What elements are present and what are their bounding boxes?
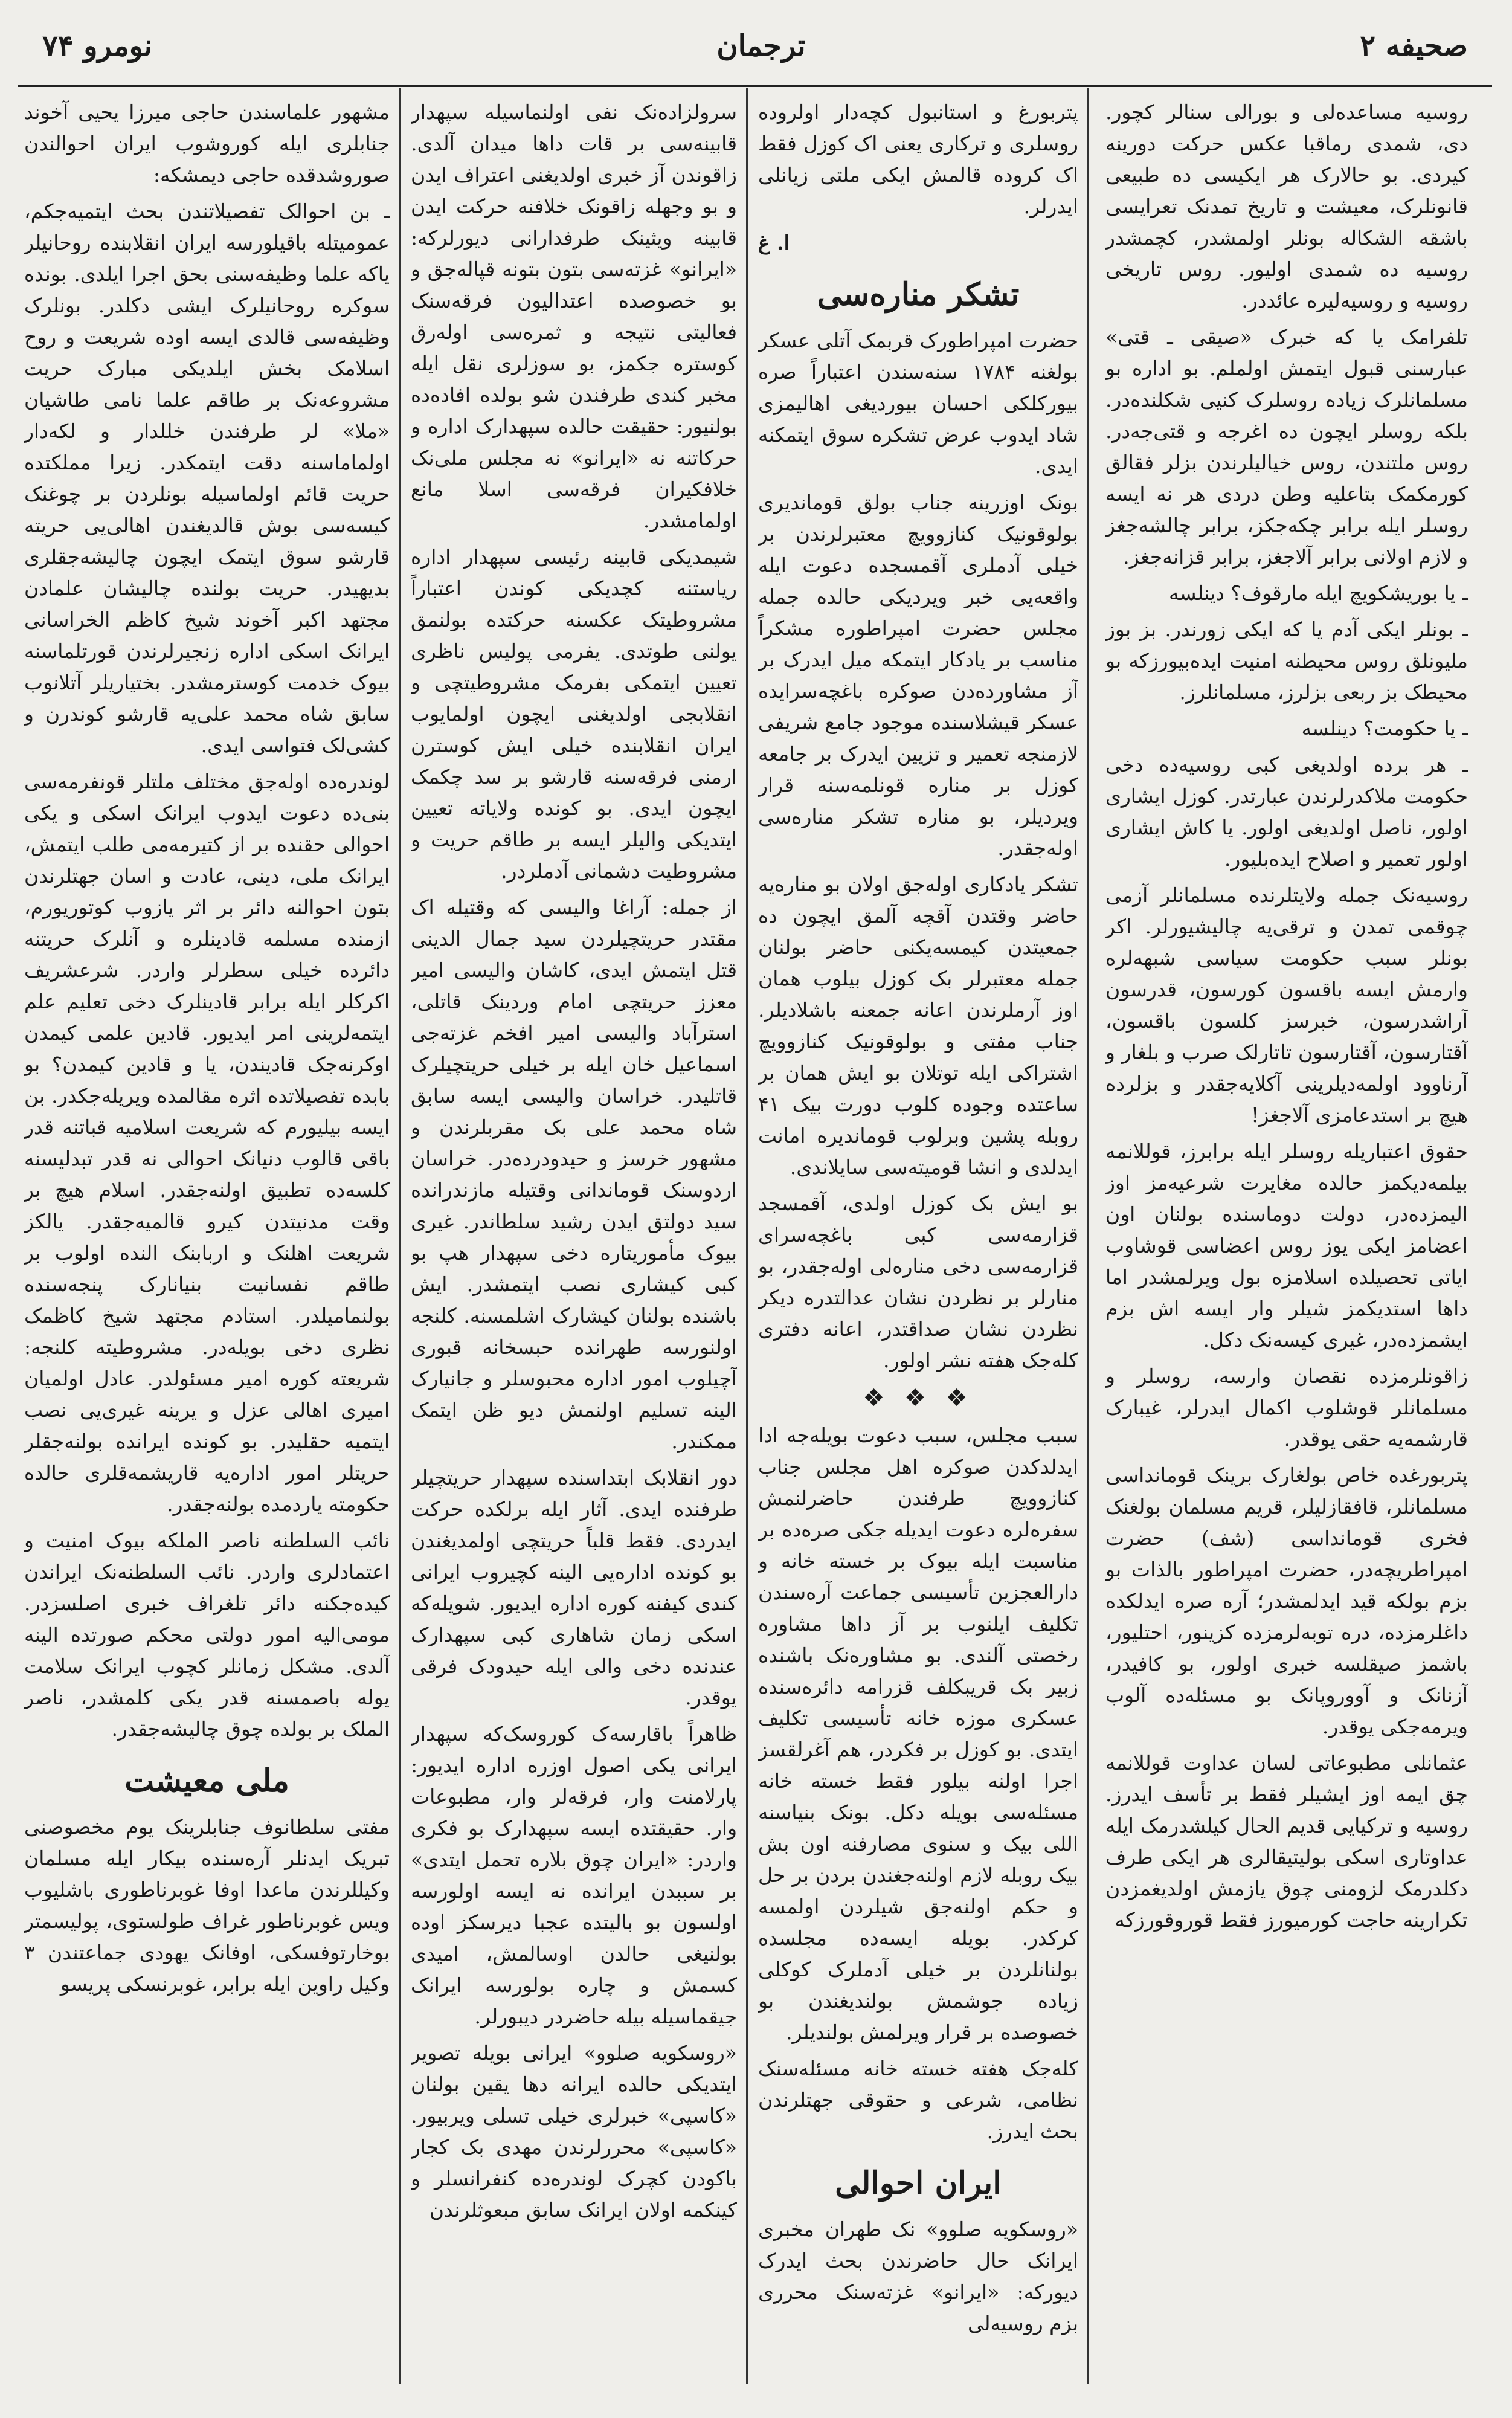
header-rule [18, 85, 1492, 87]
paragraph: ـ یا حکومت؟ دینلسه [1301, 717, 1468, 740]
paragraph: ـ بونلر ایکی آدم یا که ایکی زورندر. بز بوز ملیونلق روس محیطنه امنیت ایده‌بیورزکه بو محیطک بز ربعی بزلرز، مسلمانلرز. [1105, 617, 1468, 704]
paper-title: ترجمان [716, 29, 806, 63]
column-2 [758, 97, 1078, 2393]
paragraph: دور انقلابک ابتداسنده سپهدار حریتچیلر طرفنده ایدی. آثار ایله برلکده حرکت ایدردی. فقط قلباً حریتچی اولمدیغندن بو کونده اداره‌یی الینه کچیروب ایرانی کندی کیفنه کوره اداره ایدیور. شویله‌که اسکی زمان شاهاری کبی سپهدارک عندنده دخی والی ایله حیدودک فرقی یوقدر. [411, 1466, 737, 1709]
paragraph: شیمدیکی قابینه رئیسی سپهدار اداره ریاستنه کچدیکی کوندن اعتباراً مشروطیتک عکسنه حرکتده بولنمق یولنی طوتدی. یفرمی پولیس ناظری تعیین ایتمکی بفرمک مشروطیتچی و انقلابجی اولدیغنی ایچون اولمایوب ایران انقلابنده خیلی ایش کوسترن ارمنی فرقه‌سنه قارشو بر سد چکمک ایچون ایدی. بو کونده ولایاته تعیین ایتدیکی والیلر ایسه بر طاقم حریت و مشروطیت دشمانی آدملردر. [411, 545, 737, 883]
paragraph: «روسکویه صلوو» ایرانی بویله تصویر ایتدیکی حالده ایرانه دها یقین بولنان «کاسپی» خبرلری خیلی تسلی ویربیور. «کاسپی» محررلرندن مهدی بک کجار باکودن کچرک لوندره‌ده کنفرانسلر و کینکمه اولان ایرانک سابق مبعوثلرندن [411, 2041, 737, 2222]
issue-number: نومرو ۷۴ [42, 29, 152, 63]
paragraph: نائب السلطنه ناصر الملکه بیوک امنیت و اعتمادلری واردر. نائب السلطنه‌نک ایراندن کیده‌جکنه دائر تلغراف خبری اصلسزدر. مومی‌الیه امور دولتی محکم صورتده الینه آلدی. مشکل زمانلر کچوب ایرانک سلامت یوله باصمسنه قدر یکی کلمشدر، ناصر الملک بر بولده چوق چالیشه‌جقدر. [24, 1529, 390, 1741]
paragraph: از جمله: آراغا والیسی که وقتیله اک مقتدر حریتچیلردن سید جمال الدینی قتل ایتمش ایدی، کاشان والیسی امیر معزز حریتچی امام وردینک قاتلی، استرآباد والیسی امیر افخم غزته‌جی اسماعیل خان ایله بر خیلی حریتچیلرک قاتلیدر. خراسان والیسی ایسه سابق شاه محمد علی بک مقربلرندن و مشهور خرسز و حیدود‌رده‌در. خراسان اردوسنک قوماندانی وقتیله مازندرانده سید دولتق ایدن رشید سلطاندر. غیری بیوک مأموریتاره دخی سپهدار هپ بو کبی کیشاری نصب ایتمشدر. ایش باشنده بولنان کیشارک اشلمسنه. کلنجه اولنورسه طهرانده حبسخانه قبوری آچیلوب امور اداره محبوسلر و جانیارک الینه تسلیم اولنمش دیو ظن ایتمک ممکندر. [411, 895, 737, 1453]
paragraph: زاقونلرمزده نقصان وارسه، روسلر و مسلمانلر قوشلوب اکمال ایدرلر، غیبارک قارشمه‌یه حقی یوقدر. [1105, 1364, 1468, 1451]
paragraph: مشهور علماسندن حاجی میرزا یحیی آخوند جنابلری ایله کوروشوب ایران احوالندن صوروشدقده حاجی دیمشکه: [24, 100, 390, 187]
paragraph: سرولزاده‌نک نفی اولنماسیله سپهدار قابینه‌سی بر قات داها میدان آلدی. زاقوندن آز خبری اولدیغنی اعتراف ایدن و بو وجهله زاقونک خلافنه حرکت ایدن قابینه ویثینک طرفدارانی دیورلرکه: «ایرانو» غزته‌سی بتون بتونه قپاله‌جق و بو خصوصده اعتدالیون فرقه‌سنک فعالیتی نتیجه و ثمره‌سی اوله‌رق کوستره جکمز، بو سوزلری نقل ایله مخبر کندی طرفندن شو بولده افاده‌ده بولنیور: حقیقت حالده سپهدارک اداره و حرکاتنه نه «ایرانو» نه مجلس ملی‌نک خلافکیران فرقه‌سی اسلا مانع اولمامشدر. [411, 100, 737, 532]
paragraph: حضرت امپراطورک قربمک آتلی عسکر بولغنه ۱۷۸۴ سنه‌سندن اعتباراً صره بیورکلکی احسان بیوردیغی اهالیمزی شاد ایدوب عرض تشکره سوق ایتمکنه ایدی. [758, 329, 1078, 478]
paragraph: «روسکویه صلوو» نک طهران مخبری ایرانک حال حاضرندن بحث ایدرک دیورکه: «ایرانو» غزته‌سنک محرری بزم روسیه‌لی [758, 2217, 1078, 2335]
column-4 [24, 97, 390, 2393]
paragraph: مفتی سلطانوف جنابلرینک یوم مخصوصنی تبریک ایدنلر آره‌سنده بیکار ایله مسلمان وکیللرندن ماعدا اوفا غوبرناطوری باشلیوب ویس غوبرناطور غراف طولستوی، پولیسمتر بوخارتوفسکی، اوفانک یهودی جماعتندن ۳ وکیل راوین ایله برابر، غوبرنسکی پریسو [24, 1815, 390, 1996]
column-divider [1087, 88, 1089, 2384]
paragraph: بو ایش بک کوزل اولدی، آقمسجد قزارمه‌سی کبی باغچه‌سرای قزارمه‌سی دخی مناره‌لی اوله‌جقدر، بو منارلر بر نظردن نشان عدالتدره دیکر نظردن نشان صداقتدر، اعانه دفتری کله‌جک هفته نشر اولور. [758, 1191, 1078, 1372]
paragraph: روسیه‌نک جمله ولایتلرنده مسلمانلر آزمی چوقمی تمدن و ترقی‌یه چالیشیورلر. اکر بونلر سبب حکومت سیاسی شبهه‌لره وارمش ایسه باقسون کورسون، قدرسون آراشدرسون، خبرسز کلسون باقسون، آقتارسون، آقتارسون تاتارلک صرب و بلغار و آرناوود اولمه‌دیلرینی آکلایه‌جقدر و بزلرده هیچ بر استدعا‌مزی آلاجغز! [1105, 883, 1468, 1127]
column-divider [399, 88, 401, 2384]
section-ornament: ❖ ❖ ❖ [863, 1384, 974, 1412]
column-divider [746, 88, 748, 2384]
paragraph: پتربورغ و استانبول کچه‌دار اولروده روسلری و ترکاری یعنی اک کوزل فقط اک کروده قالمش ایکی ملتی زیانلی ایدرلر. [758, 100, 1078, 218]
paragraph: روسیه مساعده‌لی و بورالی سنالر کچور. دی، شمدی رماقبا عکس حرکت دورینه کیردی. بو حالارک هر ایکیسی ده طبیعی قانونلرک، معیشت و تاریخ تمدنک تعرایسی باشقه الشکاله بونلر اولمشدر، کچمشدر روسیه ده شمدی اولیور. روس تاریخی روسیه و روسیه‌لیره عائددر. [1105, 100, 1468, 312]
paragraph: ـ یا بوریشکویچ ایله مارقوف؟ دینلسه [1169, 581, 1468, 605]
paragraph: پتربورغده خاص بولغارک برینک قومانداسی مسلمانلر، قافقازلیلر، قریم مسلمان بولغنک فخری قومانداسی (شف) حضرت امپراطریچه‌در، حضرت امپراطور بالذات بو بزم بولکه قید ایدلمشدر؛ آره صره ایدلکده داغلرمزده، دره توبه‌لرمزده کزینور، احتلیور، باشمز صیقلسه خبری اولور، بو کافیدر، آزنانک و آووروپانک بو مسئله‌ده آلوب ویرمه‌جکی یوقدر. [1105, 1463, 1468, 1738]
paragraph: لوندره‌ده اوله‌جق مختلف ملتلر قونفرمه‌سی بنی‌ده دعوت ایدوب ایرانک اسکی و یکی احوالی حقنده بر از کتیرمه‌می طلب ایتمش، ایرانک ملی، دینی، عادت و اسان جهتلرندن بتون احوالنه دائر بر اثر یازوب کوتوریورم، ازمنده مسلمه قادینلره و آنلرک حریتنه دائرده خیلی سطرلر واردر. شرعشریف اکرکلر ایله برابر قادینلرک دخی تعلیم علم ایتمه‌لرینی امر ایدیور. قادین علمی کیمدن اوکرنه‌جک قادیندن، یا و قادین کیمدن؟ بو بابده تفصیلاتده اثره مقالمده ویریله‌جکدر. بن ایسه بیلیورم که شریعت اسلامیه قباتنه قدر باقی قالوب دنیانک احوالی نه قدر تبدلیسنه کلسه‌ده تطبیق اولنه‌جقدر. اسلام هیچ بر وقت مدنیتدن کیرو قالمیه‌جقدر. یالکز شریعت اهلنک و اربابنک النده اولوب بر طاقم نفسانیت بنیانارک پنجه‌سنده بولنمامیلدر. استادم مجتهد شیخ کاظمک نظری دخی بویله‌در. مشروطیته کلنجه: شریعته کوره امیر مسئولدر. عادل اولمیان امیری اهالی عزل و یرینه غیری‌یی نصب ایتمیه حقلیدر. بو کونده ایرانده بولنه‌جقلر حریتلر امور اداره‌یه قاریشمه‌قلری حالده حکومته یاردمده بولنه‌جقدر. [24, 770, 390, 1516]
section-title: ایران احوالی [835, 2165, 1002, 2202]
paragraph: سبب مجلس، سبب دعوت بویله‌جه ادا ایدلدکدن صوکره اهل مجلس جناب کنازوویچ طرفندن حاضرلنمش سفره‌لره دعوت ایدیله جکی صره‌ده بر مناسبت ایله بیوک بر خسته خانه و دارالعجزین تأسیسی جماعت آره‌سندن تکلیف ایلنوب بر آز داها مشاوره رخصتی آلندی. بو مشاوره‌نک باشنده زبیر بک قریبکلف قزرامه دائره‌سنده عسکری موزه خانه تأسیسی تکلیف ایتدی. بو کوزل بر فکردر، هم آغرلقسز اجرا اولنه بیلور فقط خسته خانه مسئله‌سی بویله دکل. بونک بنیاسنه اللی بیک و سنوی مصارفنه اون بش بیک روبله لازم اولنه‌جغندن بردن بر حل و حکم اولنه‌جق شیلردن اولمسه کرکدر. بویله ایسه‌ده مجلسده بولنانلردن بر خیلی آدملرک کوکلی زیاده جوشمش بولندیغندن بو خصوصده بر قرار ویرلمش بولندیلر. [758, 1423, 1078, 2044]
paragraph: حقوق اعتباریله روسلر ایله برابرز، قوللانمه بیلمه‌دیکمز حالده مغایرت شرعیه‌مز اوز الیمزده‌در، دولت دوماسنده بولنان اون اعضامز ایکی یوز روس اعضاسی قوشاوب ایاتی تحصیلده اسلامزه بول ویرلمشدر اما داها استدیکمز شیلر وار ایسه اش بزم ایشمزده‌در، غیری کیسه‌نک دکل. [1105, 1140, 1468, 1352]
section-title: ملی معیشت [124, 1762, 289, 1799]
column-3 [411, 97, 737, 2393]
column-1 [1105, 97, 1468, 2393]
page-number: صحيفه ۲ [1360, 29, 1468, 63]
masthead [18, 17, 1492, 77]
paragraph: ـ بن احوالک تفصیلاتندن بحث ایتمیه‌جکم، عمومیتله باقیلورسه ایران انقلابنده روحانیلر یاکه علما وظیفه‌سنی بحق اجرا ایلدی. بونده سوکره روحانیلرک ایشی دکلدر. بونلرک وظیفه‌سی قالدی ایسه اوده شریعت و روح اسلامک بخش ایلدیکی مبارک حریت مشروعه‌نک بر طاقم علما نامی طاشیان «ملا» لر طرفندن خللدار و لکه‌دار اولماماسنه دقت ایتمکدر. زیرا مملکتده حریت قائم اولماسیله بونلردن بر چوغنک کیسه‌سی بوش قالدیغندن اهالی‌یی حریته قارشو سوق ایتمک ایچون چالیشه‌جقلری بدیهیدر. حریت بولنده چالیشان علمادن مجتهد اکبر آخوند شیخ کاظم الخراسانی ایرانک اسکی اداره زنجیرلرندن قورتلماسنه بیوک خدمت کوسترمشدر. بختیاریلر آتلانوب سابق شاه محمد علی‌یه قارشو کوندرن و کشی‌لک فتواسی ایدی. [24, 199, 390, 757]
paragraph: بونک اوزرینه جناب بولق قوماندیری بولوقونیک کنازوویچ معتبرلرندن بر خیلی آدملری آقمسجده دعوت ایله واقعه‌یی خبر ویردیکی حالده جمله مجلس حضرت امپراطوره مشکراً مناسب بر یادکار ایتمکه میل ایدرک بر آز مشاورده‌دن صوکره باغچه‌سرایده عسکر قیشلاسنده موجود جامع شریفی لازمنجه تعمیر و تزیین ایدرک بر جامعه کوزل بر مناره قونلمه‌سنه قرار ویردیلر، بو مناره تشکر مناره‌سی اوله‌جقدر. [758, 491, 1078, 860]
paragraph: تلفرامک یا که خبرک «صیقی ـ قتی» عبارسنی قبول ایتمش اولملم. بو اداره بو مسلمانلرک زیاده روسلرک کنیی شکلنده‌در. بلکه روسلر ایچون ده اغرجه و قتی‌جه‌در. روس ملتندن، روس خیالیلرندن بزلر فقالق کورمکمک بتاعلیه وطن دردی هر نه ایسه روسلر ایله برابر چکه‌جکز، برابر چالشه‌جغز و لازم اولانی برابر آلاجغز، برابر قزانه‌جغز. [1105, 325, 1468, 569]
paragraph: ظاهراً باقارسه‌ک کوروسک‌که سپهدار ایرانی یکی اصول اوزره اداره ایدیور: پارلامنت وار، فرقه‌لر وار، مطبوعات وار. حقیقتده ایسه سپهدارک بو فکری واردر: «ایران چوق بلاره تحمل ایتدی» بر سببدن ایرانده نه ایسه اولورسه اولسون بو بالیتده عجبا دیرسکز اوده بولنیغی حالدن اوسالمش، امیدی کسمش و چاره بولورسه ایرانک جیقماسیله بیله حاضردر دیبورلر. [411, 1722, 737, 2028]
section-title: تشکر مناره‌سی [817, 276, 1020, 313]
paragraph: تشکر یادکاری اوله‌جق اولان بو مناره‌یه حاضر وقتدن آقچه آلمق ایچون ده جمعیتدن کیمسه‌یکنی حاضر بولنان جمله معتبرلر بک کوزل بیلوب همان اوز آرملرندن اعانه جمعنه باشلادیلر. جناب مفتی و بولوقونیک کنازوویچ اشتراکی ایله توتلان بو ایش همان بر ساعتده وجوده کلوب دورت بیک ۴۱ روبله پشین وبرلوب قوماندیره امانت ایدلدی و انشا قومیته‌سی سایلاندی. [758, 872, 1078, 1179]
paragraph: ـ هر برده اولدیغی کبی روسیه‌ده دخی حکومت ملاکدرلرندن عبارتدر. کوزل ایشاری اولور، ناصل اولدیغی اولور. یا کاش ایشاری اولور تعمیر و اصلاح ایده‌بلیور. [1105, 753, 1468, 871]
paragraph: کله‌جک هفته خسته خانه مسئله‌سنک نظامی، شرعی و حقوقی جهتلرندن بحث ایدرز. [758, 2057, 1078, 2143]
paragraph: عثمانلی مطبوعاتی لسان عداوت قوللانمه چق ایمه اوز ایشیلر فقط بر تأسف ایدرز. روسیه و ترکیا‌یی قدیم الحال کیلشدرمک ایله عداوتاری اسکی بولیتیقالری هر ایکی طرف دکلدرمک لزومنی چوق یازمش اولدیغمزدن تکرارینه حاجت کورمیورز فقط قوروقورزکه [1105, 1751, 1468, 1932]
author-signature: ا. غ [758, 231, 790, 254]
